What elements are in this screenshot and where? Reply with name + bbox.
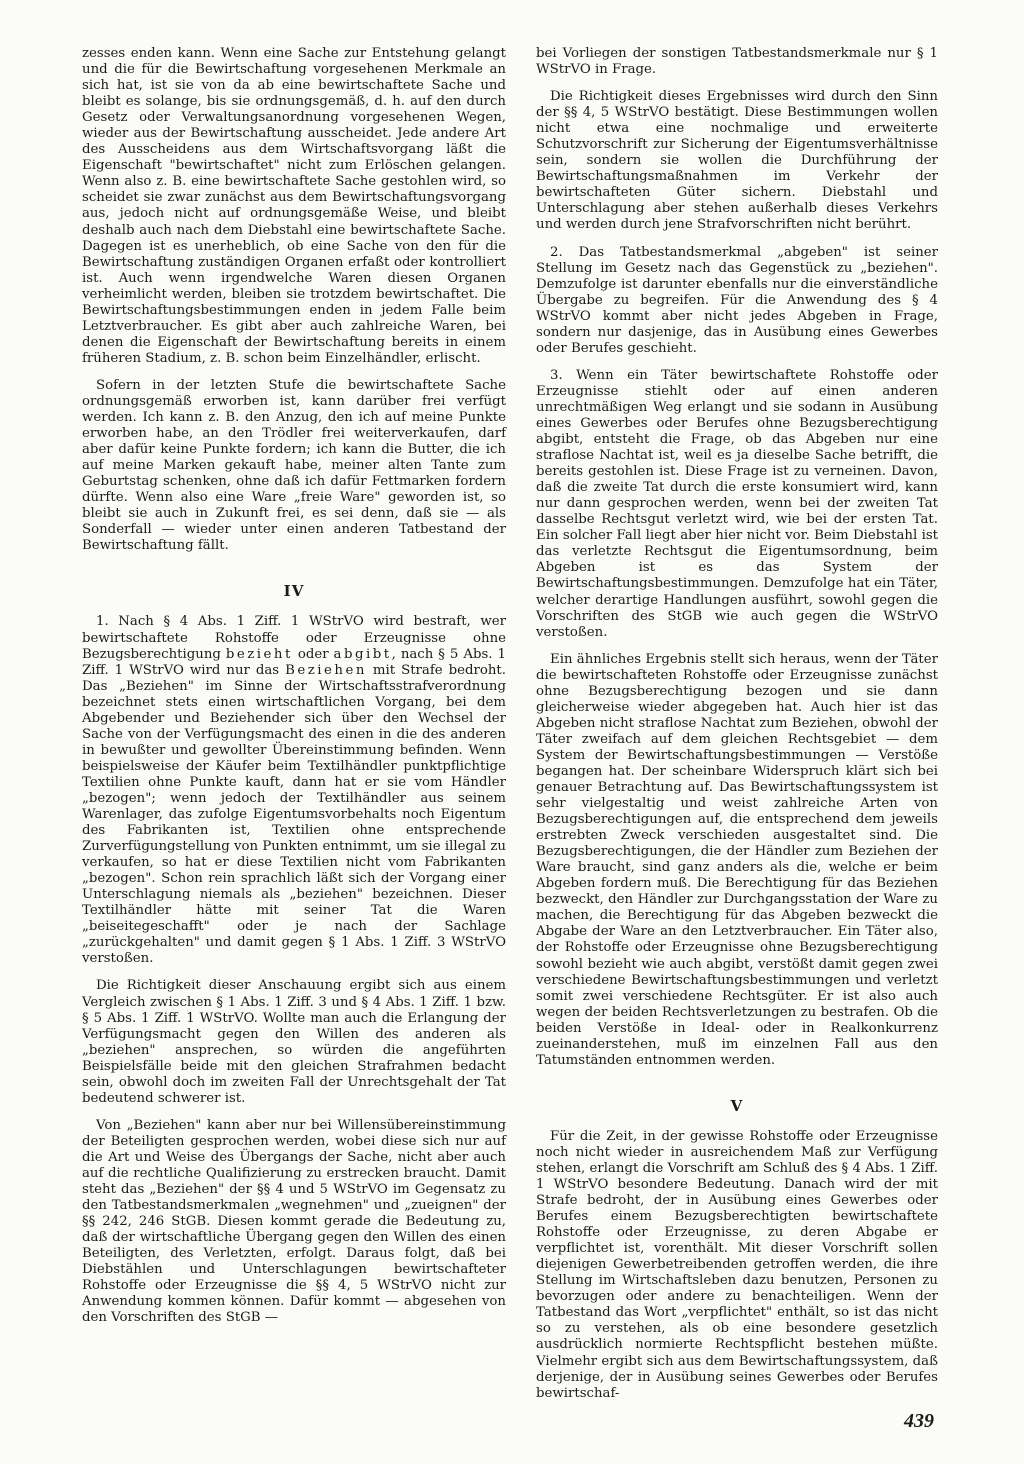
right-column <box>536 46 938 1413</box>
paragraph: bei Vorliegen der sonstigen Tatbestandsmerkmale nur § 1 WStrVO in Frage. <box>536 46 938 78</box>
section-heading-iv: IV <box>283 582 305 601</box>
paragraph: 1. Nach § 4 Abs. 1 Ziff. 1 WStrVO wird bestraft, wer bewirtschaftete Rohstoffe oder Erzeugnisse ohne Bezugsberechtigung bezieht oder abgibt, nach § 5 Abs. 1 Ziff. 1 WStrVO wird nur das Beziehen mit Strafe bedroht. Das „Beziehen" im Sinne der Wirtschaftsstrafverordnung bezeichnet stets einen wirtschaftlichen Vorgang, bei dem Abgebender und Beziehender sich über den Wechsel der Sache von der Verfügungsmacht des einen in die des anderen in bewußter und gewollter Übereinstimmung befinden. Wenn beispielsweise der Käufer beim Textilhändler punktpflichtige Textilien ohne Punkte kauft, dann hat er sie vom Händler „bezogen"; wenn jedoch der Textilhändler aus seinem Warenlager, das zufolge Eigentumsvorbehalts noch Eigentum des Fabrikanten ist, Textilien ohne entsprechende Zurverfügungstellung von Punkten entnimmt, um sie illegal zu verkaufen, so hat er diese Textilien nicht vom Fabrikanten „bezogen". Schon rein sprachlich läßt sich der Vorgang einer Unterschlagung niemals als „beziehen" bezeichnen. Dieser Textilhändler hätte mit seiner Tat die Waren „beiseitegeschafft" oder je nach der Sachlage „zurückgehalten" und damit gegen § 1 Abs. 1 Ziff. 3 WStrVO verstoßen. <box>82 614 506 967</box>
paragraph: Die Richtigkeit dieser Anschauung ergibt sich aus einem Vergleich zwischen § 1 Abs. 1 Ziff. 3 und § 4 Abs. 1 Ziff. 1 bzw. § 5 Abs. 1 Ziff. 1 WStrVO. Wollte man auch die Erlangung der Verfügungsmacht gegen den Willen des anderen als „beziehen" ansprechen, so würden die angeführten Beispielsfälle beide mit den gleichen Strafrahmen bedacht sein, obwohl doch im zweiten Fall der Unrechtsgehalt der Tat bedeutend schwerer ist. <box>82 978 506 1106</box>
spaced-term: abgibt <box>333 646 392 662</box>
paragraph: Für die Zeit, in der gewisse Rohstoffe oder Erzeugnisse noch nicht wieder in ausreichendem Maß zur Verfügung stehen, erlangt die Vorschrift am Schluß des § 4 Abs. 1 Ziff. 1 WStrVO besondere Bedeutung. Danach wird der mit Strafe bedroht, der in Ausübung eines Gewerbes oder Berufes einem Bezugsberechtigten bewirtschaftete Rohstoffe oder Erzeugnisse, zu deren Abgabe er verpflichtet ist, vorenthält. Mit dieser Vorschrift sollen diejenigen Gewerbetreibenden getroffen werden, die ihre Stellung im Wirtschaftsleben dazu benutzen, Personen zu bevorzugen oder andere zu benachteiligen. Wenn der Tatbestand das Wort „verpflichtet" enthält, so ist das nicht so zu verstehen, als ob eine besondere gesetzlich ausdrücklich normierte Rechtspflicht bestehen müßte. Vielmehr ergibt sich aus dem Bewirtschaftungssystem, daß derjenige, der in Ausübung seines Gewerbes oder Berufes bewirtschaf- <box>536 1128 938 1401</box>
paragraph: Ein ähnliches Ergebnis stellt sich heraus, wenn der Täter die bewirtschafteten Rohstoffe oder Erzeugnisse zunächst ohne Bezugsberechtigung bezogen und sie dann gleicherweise wieder abgegeben hat. Auch hier ist das Abgeben nicht straflose Nachtat zum Beziehen, obwohl der Täter zweifach auf dem gleichen Rechtsgebiet — dem System der Bewirtschaftungsbestimmungen — Verstöße begangen hat. Der scheinbare Widerspruch klärt sich bei genauer Betrachtung auf. Das Bewirtschaftungssystem ist sehr vielgestaltig und weist zahlreiche Arten von Bezugsberechtigungen auf, die entsprechend dem jeweils erstrebten Zweck verschieden ausgestaltet sind. Die Bezugsberechtigungen, die der Händler zum Beziehen der Ware braucht, sind ganz anders als die, welche er beim Abgeben fordern muß. Die Berechtigung für das Beziehen bezweckt, den Händler zur Durchgangsstation der Ware zu machen, die Berechtigung für das Abgeben bezweckt die Abgabe der Ware an den Letztverbraucher. Ein Täter also, der Rohstoffe oder Erzeugnisse ohne Bezugsberechtigung sowohl bezieht wie auch abgibt, verstößt damit gegen zwei verschiedene Bewirtschaftungsbestimmungen und verletzt somit zwei verschiedene Rechtsgüter. Er ist also auch wegen der beiden Rechtsverletzungen zu bestrafen. Ob die beiden Verstöße in Ideal- oder in Realkonkurrenz zueinanderstehen, muß im einzelnen Fall aus den Tatumständen entnommen werden. <box>536 651 938 1068</box>
section-heading-v: V <box>730 1096 744 1115</box>
paragraph: Von „Beziehen" kann aber nur bei Willensübereinstimmung der Beteiligten gesprochen werden, wobei diese sich nur auf die Art und Weise des Übergangs der Sache, nicht aber auch auf die rechtliche Qualifizierung zu erstrecken braucht. Damit steht das „Beziehen" der §§ 4 und 5 WStrVO im Gegensatz zu den Tatbestandsmerkmalen „wegnehmen" und „zueignen" der §§ 242, 246 StGB. Diesen kommt gerade die Bedeutung zu, daß der wirtschaftliche Übergang gegen den Willen des einen Beteiligten, des Verletzten, erfolgt. Daraus folgt, daß bei Diebstählen und Unterschlagungen bewirtschafteter Rohstoffe oder Erzeugnisse die §§ 4, 5 WStrVO nicht zur Anwendung kommen können. Dafür kommt — abgesehen von den Vorschriften des StGB — <box>82 1117 506 1326</box>
spaced-term: bezieht <box>225 646 293 662</box>
spaced-term: Beziehen <box>285 662 367 678</box>
left-column <box>82 46 506 1337</box>
page-number: 439 <box>904 1410 934 1432</box>
paragraph: Sofern in der letzten Stufe die bewirtschaftete Sache ordnungsgemäß erworben ist, kann darüber frei verfügt werden. Ich kann z. B. den Anzug, den ich auf meine Punkte erworben habe, an den Trödler frei weiterverkaufen, darf aber dafür keine Punkte fordern; ich kann die Butter, die ich auf meine Marken gekauft habe, meiner alten Tante zum Geburtstag schenken, ohne daß ich dafür Fettmarken fordern dürfte. Wenn also eine Ware „freie Ware" geworden ist, so bleibt sie auch in Zukunft frei, es sei denn, daß sie — als Sonderfall — wieder unter einen anderen Tatbestand der Bewirtschaftung fällt. <box>82 377 506 554</box>
paragraph: 2. Das Tatbestandsmerkmal „abgeben" ist seiner Stellung im Gesetz nach das Gegenstück zu „beziehen". Demzufolge ist darunter ebenfalls nur die einverständliche Übergabe zu begreifen. Für die Anwendung des § 4 WStrVO kommt aber nicht jedes Abgeben in Frage, sondern nur dasjenige, das in Ausübung eines Gewerbes oder Berufes geschieht. <box>536 244 938 356</box>
paragraph: Die Richtigkeit dieses Ergebnisses wird durch den Sinn der §§ 4, 5 WStrVO bestätigt. Diese Bestimmungen wollen nicht etwa eine nochmalige und erweiterte Schutzvorschrift zur Sicherung der Eigentumsverhältnisse sein, sondern sie wollen die Durchführung der Bewirtschaftungsmaßnahmen im Verkehr der bewirtschafteten Güter sichern. Diebstahl und Unterschlagung aber stehen außerhalb dieses Verkehrs und werden durch jene Strafvorschriften nicht berührt. <box>536 89 938 233</box>
paragraph: zesses enden kann. Wenn eine Sache zur Entstehung gelangt und die für die Bewirtschaftung vorgesehenen Merkmale an sich hat, ist sie von da ab eine bewirtschaftete Sache und bleibt es solange, bis sie ordnungsgemäß, d. h. auf den durch Gesetz oder Verwaltungsanordnung vorgesehenen Wegen, wieder aus der Bewirtschaftung ausscheidet. Jede andere Art des Ausscheidens aus dem Wirtschaftsvorgang läßt die Eigenschaft "bewirtschaftet" nicht zum Erlöschen gelangen. Wenn also z. B. eine bewirtschaftete Sache gestohlen wird, so scheidet sie zwar zunächst aus dem Bewirtschaftungsvorgang aus, jedoch nicht auf ordnungsgemäße Weise, und bleibt deshalb auch nach dem Diebstahl eine bewirtschaftete Sache. Dagegen ist es unerheblich, ob eine Sache von den für die Bewirtschaftung zuständigen Organen erfaßt oder kontrolliert ist. Auch wenn irgendwelche Waren diesen Organen verheimlicht werden, bleiben sie trotzdem bewirtschaftet. Die Bewirtschaftungsbestimmungen enden in jedem Falle beim Letztverbraucher. Es gibt aber auch zahlreiche Waren, bei denen die Eigenschaft der Bewirtschaftung bereits in einem früheren Stadium, z. B. schon beim Einzelhändler, erlischt. <box>82 46 506 366</box>
paragraph: 3. Wenn ein Täter bewirtschaftete Rohstoffe oder Erzeugnisse stiehlt oder auf einen anderen unrechtmäßigen Weg erlangt und sie sodann in Ausübung eines Gewerbes oder Berufes ohne Bezugsberechtigung abgibt, entsteht die Frage, ob das Abgeben nur eine straflose Nachtat ist, weil es ja dieselbe Sache betrifft, die bereits gestohlen ist. Diese Frage ist zu verneinen. Davon, daß die zweite Tat durch die erste konsumiert wird, kann nur dann gesprochen werden, wenn bei der zweiten Tat dasselbe Rechtsgut verletzt wird, wie bei der ersten Tat. Ein solcher Fall liegt aber hier nicht vor. Beim Diebstahl ist das verletzte Rechtsgut die Eigentumsordnung, beim Abgeben ist es das System der Bewirtschaftungsbestimmungen. Demzufolge hat ein Täter, welcher derartige Handlungen ausführt, sowohl gegen die Vorschriften des StGB wie auch gegen die WStrVO verstoßen. <box>536 367 938 640</box>
